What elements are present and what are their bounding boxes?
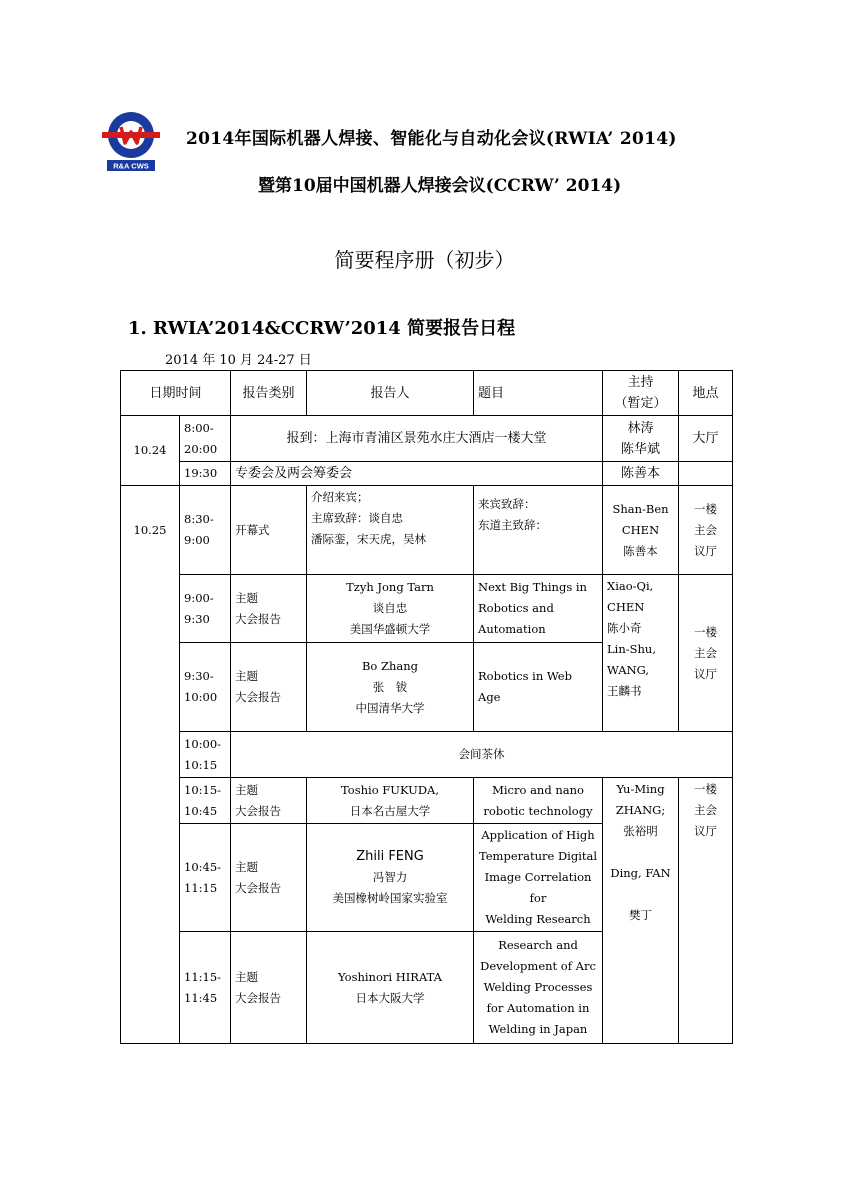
tea-break: 会间茶休	[231, 732, 733, 778]
session-type: 主题 大会报告	[231, 778, 307, 824]
session-speaker: Bo Zhang 张 钹 中国清华大学	[307, 643, 474, 732]
session-topic: Research and Development of Arc Welding Processes for Automation in Welding in Japan	[474, 932, 603, 1044]
table-header-row	[121, 371, 733, 416]
session-type: 开幕式	[231, 486, 307, 575]
session-time: 8:30- 9:00	[180, 486, 231, 575]
header-venue: 地点	[679, 371, 733, 416]
session-type: 主题 大会报告	[231, 643, 307, 732]
session-speaker: Tzyh Jong Tarn 谈自忠 美国华盛顿大学	[307, 575, 474, 643]
session-host: Xiao-Qi, CHEN 陈小奇 Lin-Shu, WANG, 王麟书	[603, 575, 679, 732]
title-line-2: 暨第10届中国机器人焊接会议(CCRW’ 2014)	[258, 176, 622, 196]
session-time: 8:00- 20:00	[180, 416, 231, 462]
session-time: 10:00- 10:15	[180, 732, 231, 778]
session-type: 主题 大会报告	[231, 824, 307, 932]
schedule-date: 2014 年 10 月 24-27 日	[165, 353, 312, 368]
section-heading: 1. RWIA’2014&CCRW’2014 简要报告日程	[128, 318, 516, 339]
header-type: 报告类别	[231, 371, 307, 416]
schedule-table	[120, 370, 733, 1044]
session-topic: 来宾致辞： 东道主致辞：	[474, 486, 603, 575]
table-row	[121, 575, 733, 643]
session-venue: 一楼 主会 议厅	[679, 486, 733, 575]
header-datetime: 日期时间	[121, 371, 231, 416]
session-venue	[679, 462, 733, 486]
session-topic: Next Big Things in Robotics and Automation	[474, 575, 603, 643]
session-host: Shan-Ben CHEN 陈善本	[603, 486, 679, 575]
table-row	[121, 732, 733, 778]
day-date: 10.25	[121, 486, 180, 1044]
table-row	[121, 462, 733, 486]
title-line-1: 2014年国际机器人焊接、智能化与自动化会议(RWIA’ 2014)	[186, 129, 677, 149]
header-topic: 题目	[474, 371, 603, 416]
conference-logo	[99, 108, 163, 172]
session-host: 陈善本	[603, 462, 679, 486]
session-venue: 一楼 主会 议厅	[679, 778, 733, 1044]
session-venue: 一楼 主会 议厅	[679, 575, 733, 732]
session-time: 19:30	[180, 462, 231, 486]
header-host: 主持 （暂定）	[603, 371, 679, 416]
session-topic: Micro and nano robotic technology	[474, 778, 603, 824]
registration-text: 报到：上海市青浦区景苑水庄大酒店一楼大堂	[231, 416, 603, 462]
table-row	[121, 778, 733, 824]
session-speaker: Zhili FENG 冯智力 美国橡树岭国家实验室	[307, 824, 474, 932]
session-time: 10:45- 11:15	[180, 824, 231, 932]
session-host: Yu-Ming ZHANG; 张裕明 Ding, FAN 樊丁	[603, 778, 679, 1044]
session-time: 9:00- 9:30	[180, 575, 231, 643]
session-speaker: Toshio FUKUDA, 日本名古屋大学	[307, 778, 474, 824]
header-speaker: 报告人	[307, 371, 474, 416]
session-time: 9:30- 10:00	[180, 643, 231, 732]
session-topic: Robotics in Web Age	[474, 643, 603, 732]
session-speaker: Yoshinori HIRATA 日本大阪大学	[307, 932, 474, 1044]
session-type: 主题 大会报告	[231, 575, 307, 643]
table-row	[121, 486, 733, 575]
day-date: 10.24	[121, 416, 180, 486]
session-topic: Application of High Temperature Digital Image Correlation for Welding Research	[474, 824, 603, 932]
logo-lettering: R&A CWS	[113, 161, 149, 171]
table-row	[121, 416, 733, 462]
subtitle: 简要程序册（初步）	[334, 248, 515, 272]
session-host: 林涛 陈华斌	[603, 416, 679, 462]
session-time: 11:15- 11:45	[180, 932, 231, 1044]
session-type: 主题 大会报告	[231, 932, 307, 1044]
session-venue: 大厅	[679, 416, 733, 462]
session-time: 10:15- 10:45	[180, 778, 231, 824]
session-speaker: 介绍来宾； 主席致辞：谈自忠 潘际銮，宋天虎，吴林	[307, 486, 474, 575]
committee-text: 专委会及两会筹委会	[231, 462, 603, 486]
